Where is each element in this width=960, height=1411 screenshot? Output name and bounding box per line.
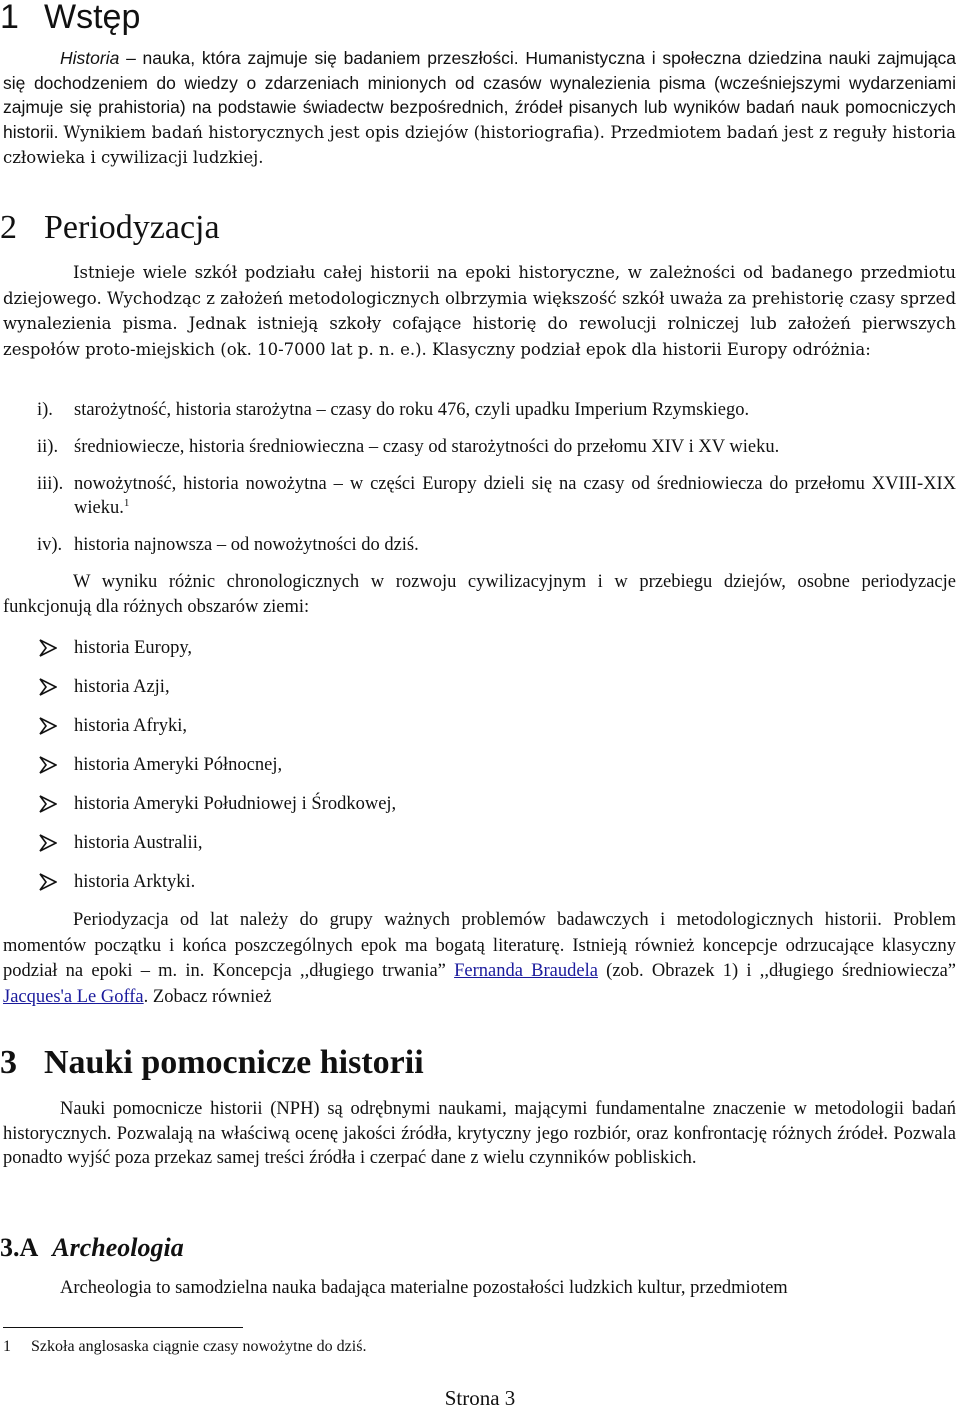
list-item (3, 675, 956, 714)
paragraph-auxiliary-sciences: Nauki pomocnicze historii (NPH) są odrębnymi naukami, mającymi fundamentalne znaczenie w metodologii badań historycznych. Pozwalają na właściwą ocenę jakości źródła, krytyczny jego rozbiór, oraz konfrontację różnych źródeł. Pozwala ponadto wyjść poza przekaz samej treści źródła i czerpać dane z wielu czynników pobliskich. (3, 1099, 956, 1168)
section-heading-1 (0, 0, 140, 37)
paragraph-text: Periodyzacja od lat należy do grupy ważnych problemów badawczych i metodologicznych historii. Problem momentów początku i końca poszczególnych epok ma bogatą literaturę. Istnieją również koncepcje odrzucające klasyczny podział na epoki – m. in. Koncepcja ,,długiego trwania” (3, 910, 956, 981)
footnote (3, 1337, 366, 1357)
intro-text-serif: Wynikiem badań historycznych jest opis dziejów (historiografia). Przedmiotem badań jest z reguły historia człowieka i cywilizacji ludzkiej. (3, 122, 957, 167)
list-item (3, 533, 956, 557)
list-item (3, 472, 956, 520)
paragraph-regions: W wyniku różnic chronologicznych w rozwoju cywilizacyjnym i w przebiegu dziejów, osobne periodyzacje funkcjonują dla różnych obszarów ziemi: (3, 572, 956, 617)
arrowhead-bullet-icon (39, 834, 57, 852)
section-title: Periodyzacja (44, 209, 220, 246)
list-item-text: historia Azji, (74, 677, 170, 697)
footnote-text: Szkoła anglosaska ciągnie czasy nowożytne do dziś. (31, 1338, 367, 1355)
section-title: Nauki pomocnicze historii (44, 1044, 424, 1081)
paragraph-methodology (3, 908, 956, 1010)
arrowhead-bullet-icon (39, 756, 57, 774)
paragraph-text: (zob. Obrazek 1) i ,,długiego średniowiecza” (597, 961, 956, 981)
section-heading-3 (0, 1043, 424, 1083)
paragraph-intro (3, 46, 956, 171)
list-item (3, 435, 956, 459)
list-item-text: średniowiecze, historia średniowieczna – czasy od starożytności do przełomu XIV i XV wieku. (74, 437, 780, 457)
arrowhead-bullet-icon (39, 873, 57, 891)
arrowhead-bullet-icon (39, 717, 57, 735)
list-marker: ii). (37, 437, 59, 457)
le-goff-link[interactable]: Jacques'a Le Goffa (3, 986, 144, 1007)
subsection-title: Archeologia (52, 1233, 184, 1262)
list-marker: i). (37, 400, 53, 420)
section-number: 2 (0, 209, 17, 246)
list-item (3, 792, 956, 831)
page-number: Strona 3 (444, 1386, 516, 1410)
list-item-text: historia Europy, (74, 638, 193, 658)
paragraph-periodization: Istnieje wiele szkół podziału całej historii na epoki historyczne, w zależności od badanego przedmiotu dziejowego. Wychodząc z założeń metodologicznych olbrzymia większość szkół uważa za prehistorię czasy sprzed wynalezienia pisma. Jednak istnieją szkoły cofające historię do rewolucji rolniczej lub założeń pierwszych zespołów proto-miejskich (ok. 10-7000 lat p. n. e.). Klasyczny podział epok dla historii Europy odróżnia: (3, 263, 956, 359)
list-item (3, 753, 956, 792)
list-marker: iii). (37, 474, 64, 494)
subsection-number: 3.A (0, 1233, 39, 1262)
list-item-text: historia najnowsza – od nowożytności do dziś. (74, 535, 419, 555)
list-item-text: starożytność, historia starożytna – czasy do roku 476, czyli upadku Imperium Rzymskiego. (74, 400, 750, 420)
region-list (3, 636, 956, 909)
footnote-reference[interactable]: 1 (123, 496, 130, 509)
list-item-text: historia Afryki, (74, 716, 188, 736)
list-marker: iv). (37, 535, 63, 555)
intro-term: Historia (60, 48, 120, 68)
footnote-separator (3, 1327, 243, 1328)
arrowhead-bullet-icon (39, 678, 57, 696)
list-item (3, 870, 956, 909)
list-item (3, 831, 956, 870)
footnote-number: 1 (3, 1338, 11, 1355)
section-number: 3 (0, 1044, 17, 1081)
paragraph-archeology: Archeologia to samodzielna nauka badająca materialne pozostałości ludzkich kultur, przedmiotem (60, 1278, 788, 1298)
braudel-link[interactable]: Fernanda Braudela (454, 961, 598, 981)
section-number: 1 (0, 0, 19, 36)
list-item-text: historia Arktyki. (74, 872, 196, 892)
subsection-heading-3a (0, 1232, 184, 1264)
epoch-list (3, 398, 956, 557)
list-item (3, 398, 956, 422)
section-title: Wstęp (44, 0, 141, 36)
section-heading-2 (0, 208, 220, 248)
arrowhead-bullet-icon (39, 795, 57, 813)
list-item-text: historia Australii, (74, 833, 203, 853)
list-item-text: nowożytność, historia nowożytna – w części Europy dzieli się na czasy od średniowiecza do przełomu XVIII-XIX wieku. (74, 474, 956, 518)
list-item (3, 636, 956, 675)
list-item-text: historia Ameryki Północnej, (74, 755, 283, 775)
arrowhead-bullet-icon (39, 639, 57, 657)
paragraph-text: . Zobacz również (143, 986, 272, 1007)
list-item (3, 714, 956, 753)
list-item-text: historia Ameryki Południowej i Środkowej, (74, 794, 397, 814)
intro-text: – nauka, która zajmuje się badaniem przeszłości. Humanistyczna i społeczna dziedzina nauki zajmująca się dochodzeniem do wiedzy o zdarzeniach minionych od czasów wynalezienia pisma (wcześniejszymi wydarzeniami zajmuje się prahistoria) na podstawie świadectw bezpośrednich, źródeł pisanych lub wyników badań nauk pomocniczych historii. (3, 48, 956, 142)
